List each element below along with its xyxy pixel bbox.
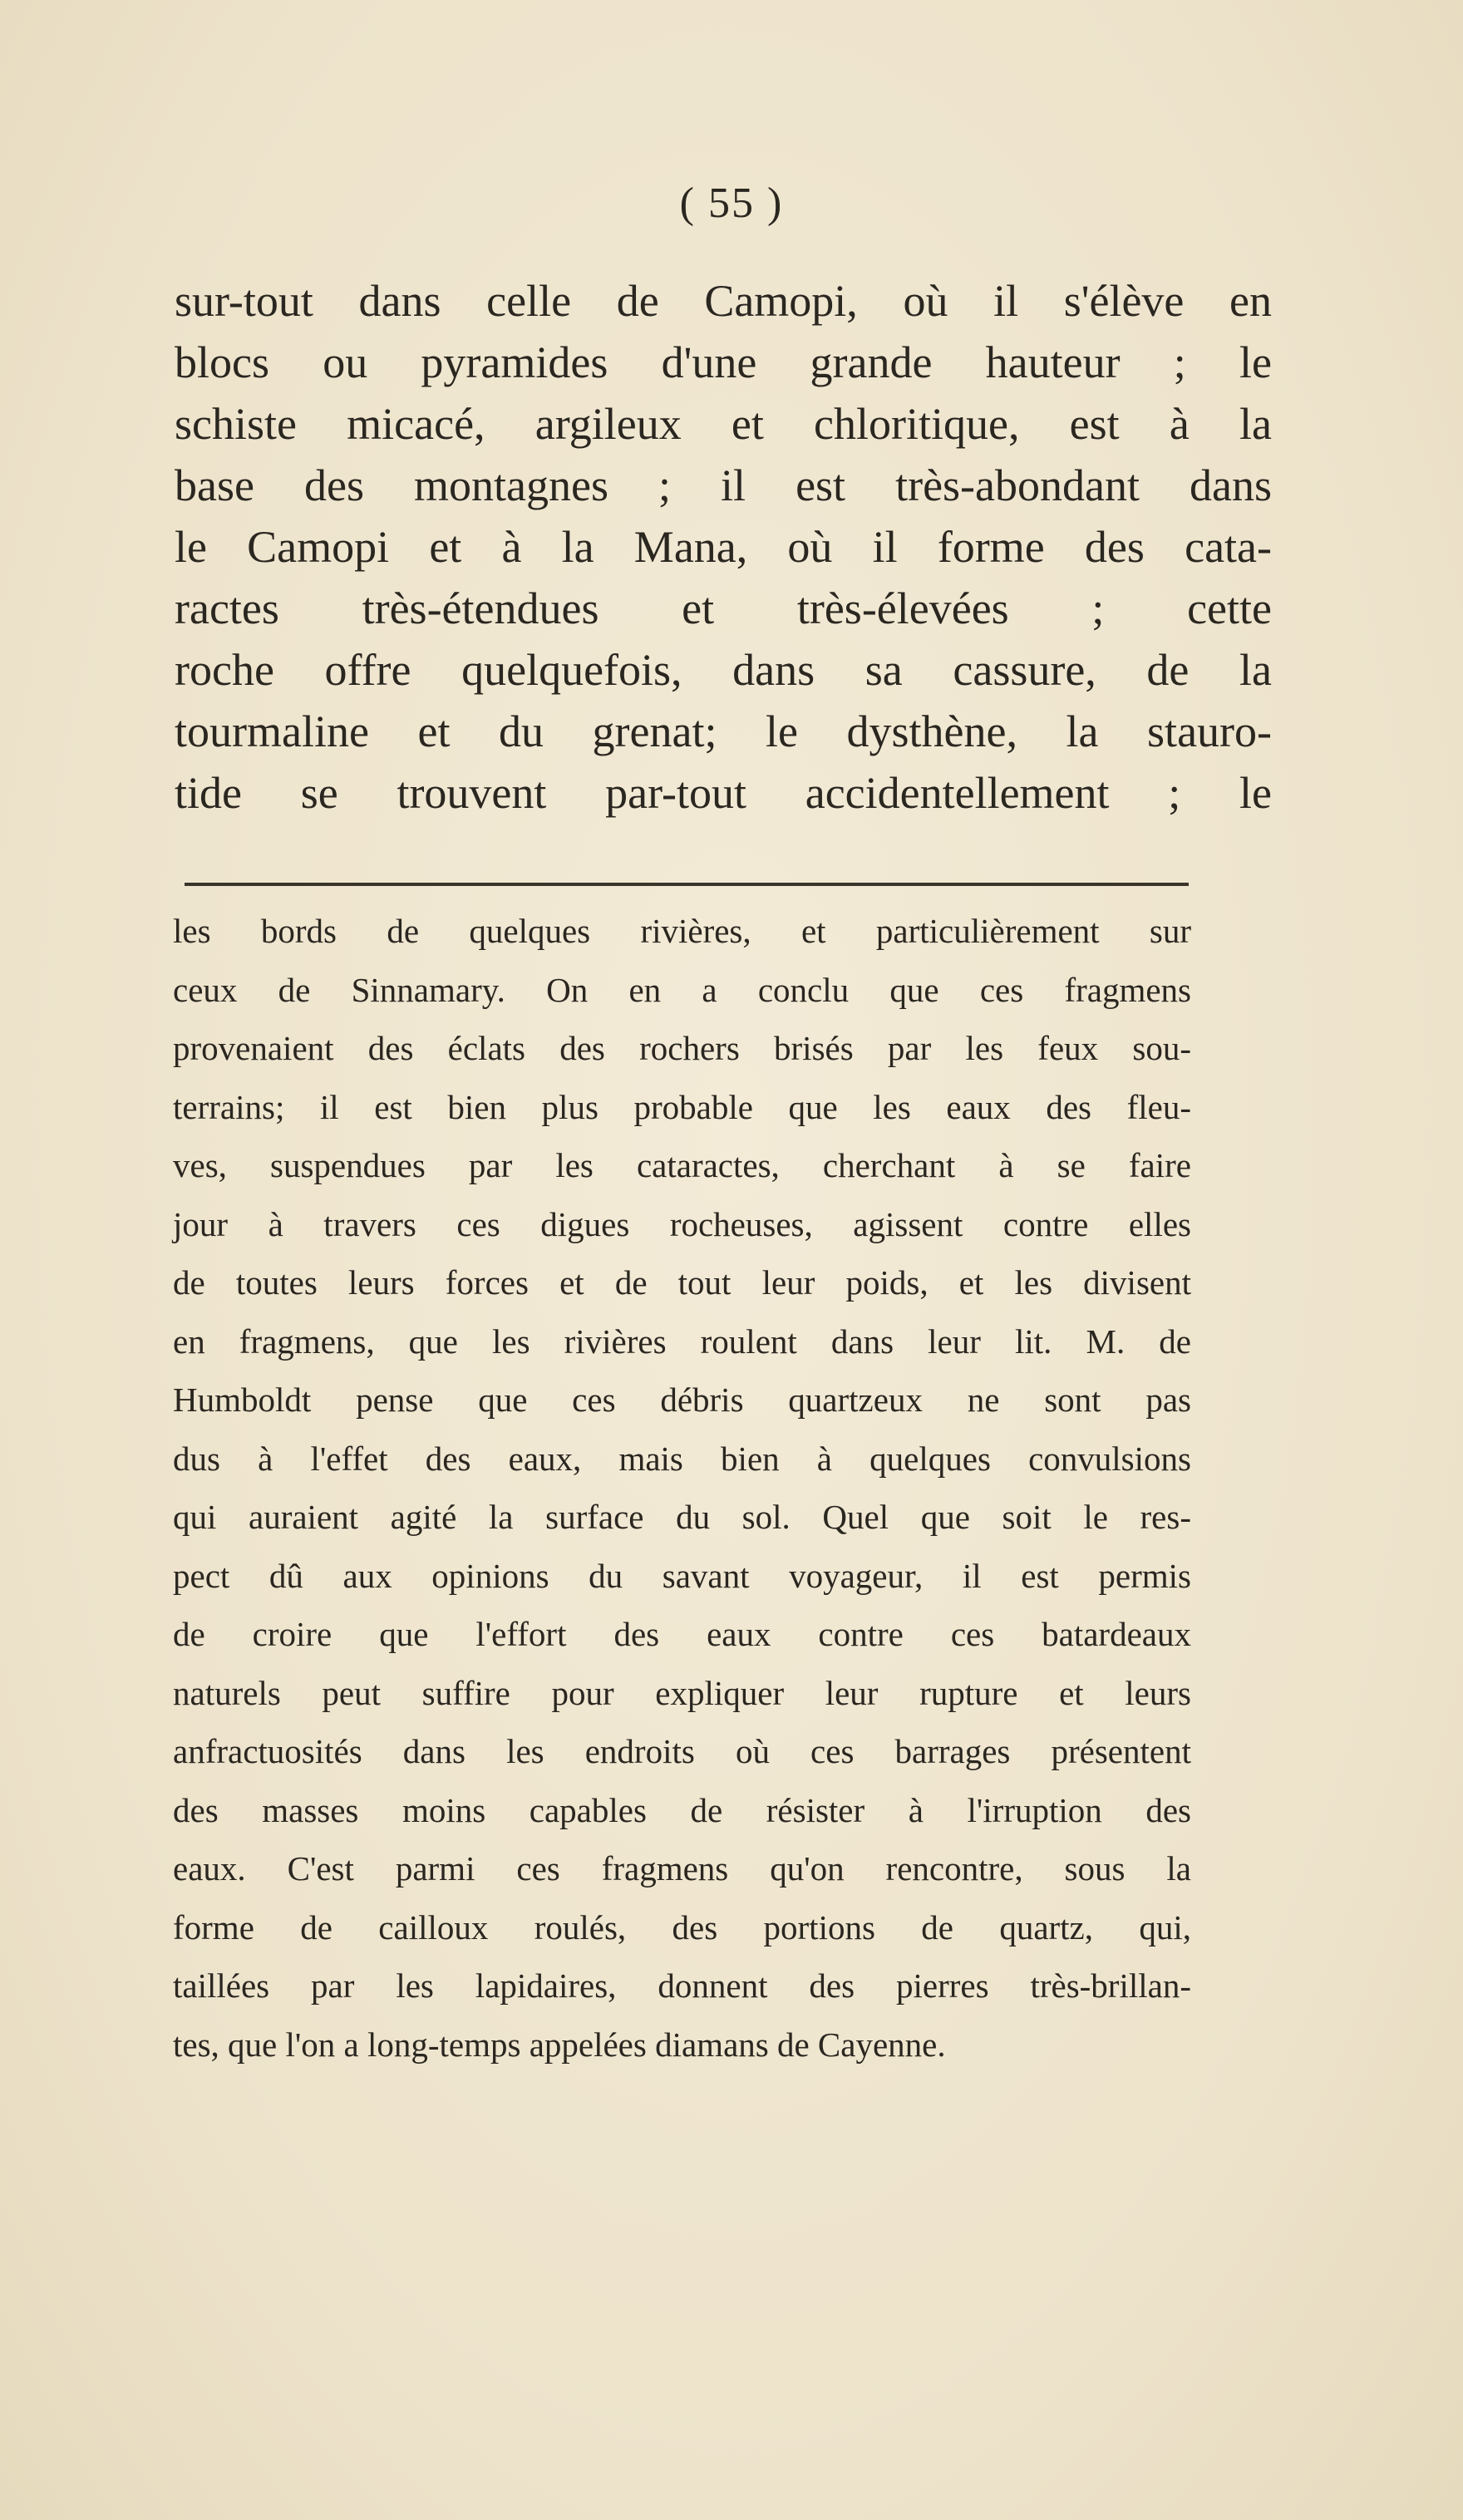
footnote-text (173, 902, 1191, 2074)
main-text-line: tourmaline et du grenat; le dysthène, la stauro- (175, 706, 1272, 756)
footnote-line: qui auraient agité la surface du sol. Quel que soit le res- (173, 1498, 1191, 1536)
footnote-line: terrains; il est bien plus probable que les eaux des fleu- (173, 1087, 1191, 1126)
main-text-line: sur-tout dans celle de Camopi, où il s'élève en (175, 276, 1272, 326)
footnote-line: taillées par les lapidaires, donnent des pierres très-brillan- (173, 1966, 1191, 2005)
footnote-line: forme de cailloux roulés, des portions de quartz, qui, (173, 1907, 1191, 1947)
footnote-line: ves, suspendues par les cataractes, cherchant à se faire (173, 1146, 1191, 1184)
main-text-line: tide se trouvent par-tout accidentellement ; le (175, 768, 1272, 818)
footnote-line: provenaient des éclats des rochers brisés par les feux sou- (173, 1029, 1191, 1067)
footnote-line: naturels peut suffire pour expliquer leur rupture et leurs (173, 1673, 1191, 1712)
footnote-line: de toutes leurs forces et de tout leur poids, et les divisent (173, 1263, 1191, 1302)
footnote-line: jour à travers ces digues rocheuses, agissent contre elles (173, 1204, 1191, 1243)
footnote-line: anfractuosités dans les endroits où ces barrages présentent (173, 1732, 1191, 1770)
main-text-line: roche offre quelquefois, dans sa cassure, de la (175, 645, 1272, 695)
main-text-line: schiste micacé, argileux et chloritique, est à la (175, 399, 1272, 449)
main-text-line: ractes très-étendues et très-élevées ; cette (175, 583, 1272, 633)
footnote-line: des masses moins capables de résister à l'irruption des (173, 1790, 1191, 1829)
footnote-line: eaux. C'est parmi ces fragmens qu'on rencontre, sous la (173, 1849, 1191, 1888)
footnote-line: ceux de Sinnamary. On en a conclu que ces fragmens (173, 970, 1191, 1009)
page-number: ( 55 ) (679, 180, 784, 227)
footnote-line: Humboldt pense que ces débris quartzeux ne sont pas (173, 1381, 1191, 1419)
footnote-line: de croire que l'effort des eaux contre ces batardeaux (173, 1615, 1191, 1653)
footnote-line: pect dû aux opinions du savant voyageur, il est permis (173, 1556, 1191, 1595)
main-text-line: base des montagnes ; il est très-abondant dans (175, 460, 1272, 510)
main-text (175, 270, 1272, 824)
footnote-separator-rule (185, 883, 1189, 886)
main-text-line: blocs ou pyramides d'une grande hauteur ; le (175, 337, 1272, 387)
footnote-line: en fragmens, que les rivières roulent dans leur lit. M. de (173, 1322, 1191, 1361)
footnote-line: les bords de quelques rivières, et particulièrement sur (173, 912, 1191, 950)
footnote-line: tes, que l'on a long-temps appelées diamans de Cayenne. (173, 2025, 946, 2064)
footnote-line: dus à l'effet des eaux, mais bien à quelques convulsions (173, 1439, 1191, 1478)
main-text-line: le Camopi et à la Mana, où il forme des cata- (175, 522, 1272, 572)
